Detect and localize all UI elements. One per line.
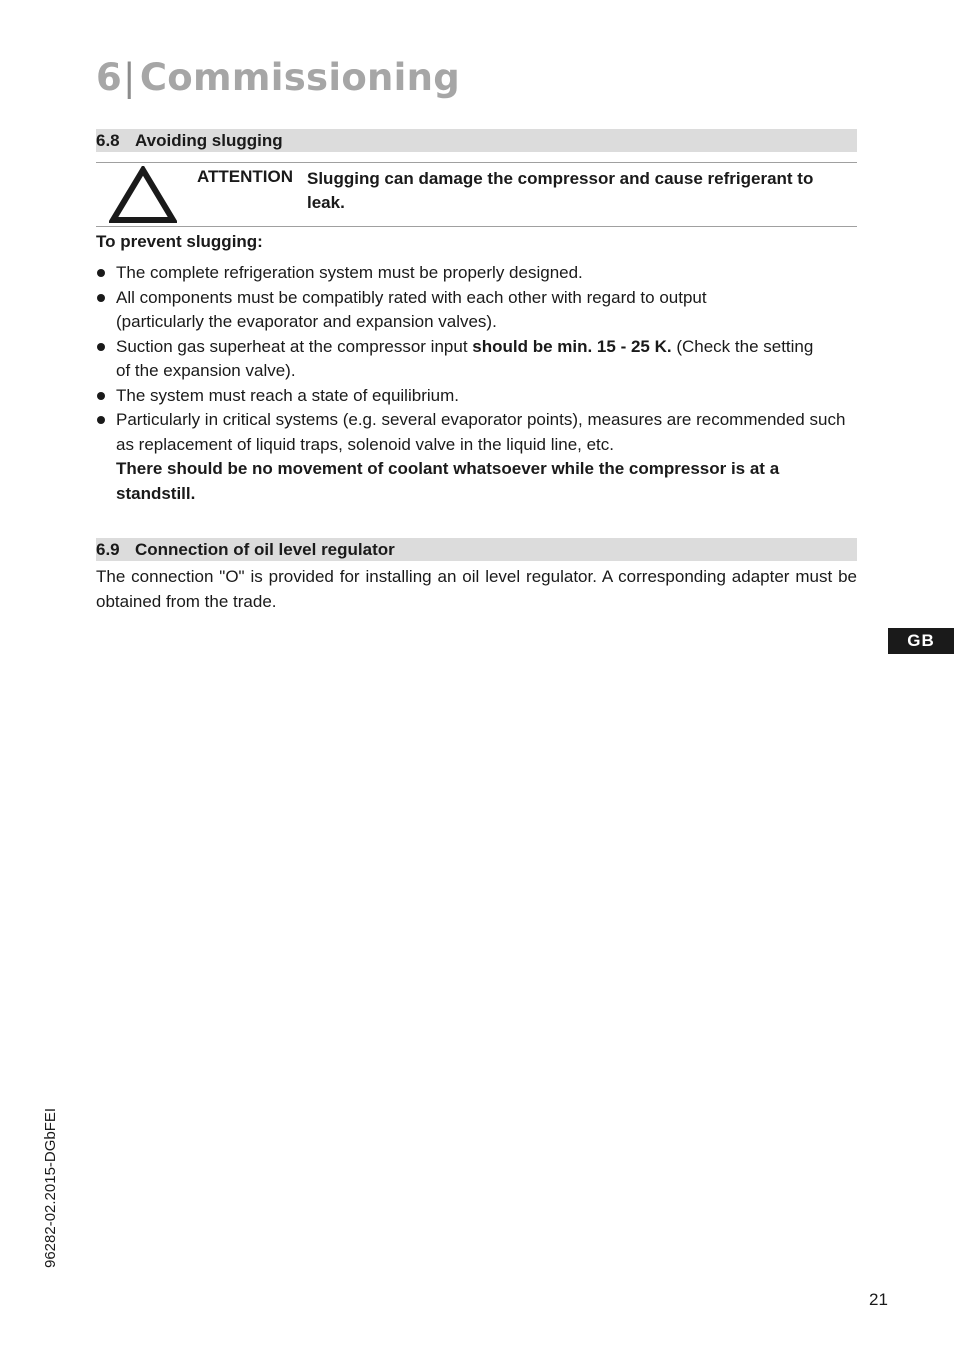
section-heading-6-8 [96, 129, 857, 152]
bullet-icon [97, 416, 105, 424]
list-item-text-bold: should be min. 15 - 25 K. [472, 336, 672, 356]
chapter-separator: | [123, 56, 136, 99]
language-tab: GB [888, 628, 954, 654]
list-item-text: The system must reach a state of equilibrium. [116, 385, 459, 405]
attention-text: Slugging can damage the compressor and cause refrigerant to leak. [307, 169, 814, 212]
section-number: 6.9 [96, 540, 120, 559]
list-item-text: The complete refrigeration system must be properly designed. [116, 263, 583, 282]
list-item [96, 335, 861, 384]
bullet-icon [97, 294, 105, 302]
prevention-list [96, 261, 861, 506]
list-item [96, 384, 861, 409]
warning-triangle-icon [109, 166, 177, 224]
list-item-text-pre: Suction gas superheat at the compressor input [116, 336, 473, 356]
attention-top-rule [96, 162, 857, 163]
bullet-icon [97, 269, 105, 277]
section-title: Connection of oil level regulator [135, 540, 395, 559]
standstill-note: There should be no movement of coolant whatsoever while the compressor is at a standstill. [116, 459, 780, 503]
list-item [96, 286, 861, 335]
list-item [96, 408, 861, 506]
chapter-number: 6 [96, 56, 123, 99]
oil-regulator-paragraph: The connection "O" is provided for installing an oil level regulator. A corresponding adapter must be obtained from the trade. [96, 567, 857, 611]
page-number: 21 [869, 1290, 888, 1309]
bullet-icon [97, 392, 105, 400]
list-item-text: Particularly in critical systems (e.g. several evaporator points), measures are recommended such as replacement of liquid traps, solenoid valve in the liquid line, etc. [116, 410, 846, 454]
list-item-text: All components must be compatibly rated with each other with regard to output (particularly the evaporator and expansion valves). [116, 287, 707, 331]
attention-label: ATTENTION [197, 167, 294, 186]
attention-bottom-rule [96, 226, 857, 227]
list-item-text-post: (Check the setting of the expansion valve). [116, 336, 814, 380]
section-heading-6-9 [96, 538, 857, 561]
bullet-icon [97, 343, 105, 351]
prevent-slugging-title: To prevent slugging: [96, 232, 263, 251]
list-item [96, 261, 861, 286]
chapter-title [96, 56, 460, 99]
document-code: 96282-02.2015-DGbFEI [42, 1107, 59, 1268]
chapter-name: Commissioning [139, 56, 461, 99]
section-title: Avoiding slugging [135, 131, 283, 150]
section-number: 6.8 [96, 131, 120, 150]
